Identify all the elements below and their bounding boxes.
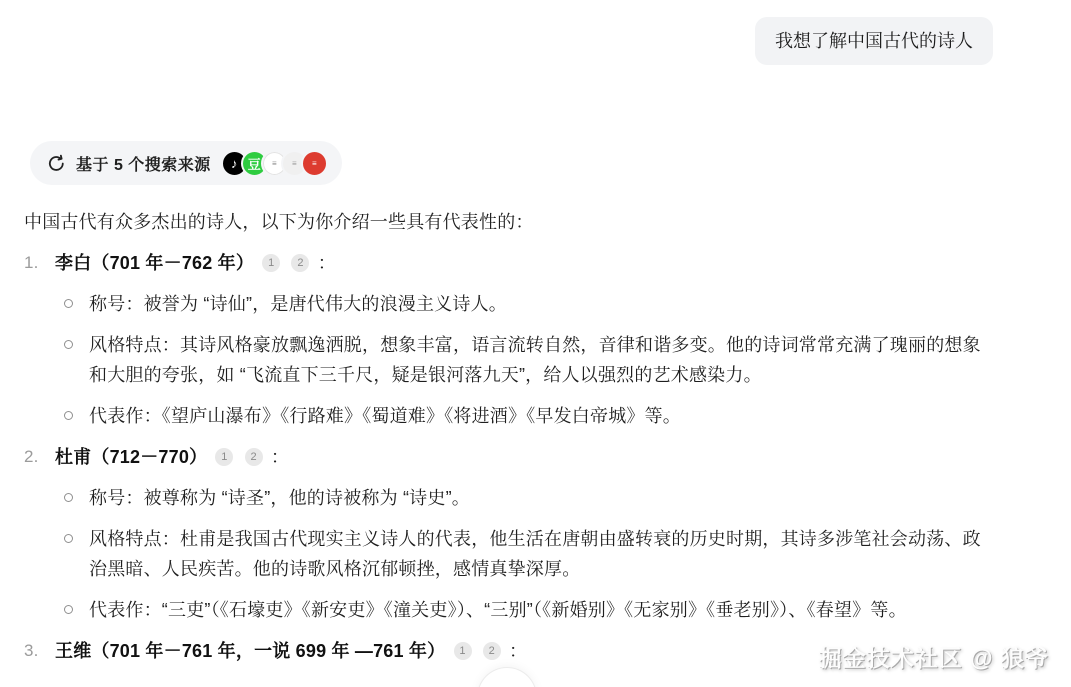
- header-colon: ：: [270, 447, 290, 467]
- poet-header: [55, 636, 1047, 666]
- citation-badge[interactable]: 1: [454, 642, 472, 660]
- bullet-text: 风格特点：杜甫是我国古代现实主义诗人的代表，他生活在唐朝由盛转衰的历史时期，其诗多涉笔社会动荡、政治黑暗、人民疾苦。他的诗歌风格沉郁顿挫，感情真挚深厚。: [89, 529, 981, 579]
- poet-header: [55, 248, 1047, 278]
- bullet-item: [55, 401, 1047, 431]
- assistant-answer: [0, 185, 1071, 666]
- list-item-wangwei: [24, 636, 1047, 666]
- poet-name: 王维（701 年－761 年，一说 699 年 —761 年）: [55, 641, 446, 661]
- gray-source-icon: ≡: [281, 150, 308, 177]
- red-source-icon: ≡: [301, 150, 328, 177]
- white-source-icon: ≡: [261, 150, 288, 177]
- user-message-bubble: [755, 17, 993, 65]
- answer-intro: 中国古代有众多杰出的诗人，以下为你介绍一些具有代表性的：: [24, 212, 534, 232]
- poet-name: 杜甫（712－770）: [55, 447, 208, 467]
- list-item-dufu: [24, 442, 1047, 625]
- bullet-item: [55, 483, 1047, 513]
- citation-badge[interactable]: 1: [215, 448, 233, 466]
- list-item-body: [55, 636, 1047, 666]
- green-source-icon: 豆: [241, 150, 268, 177]
- bullet-text: 代表作：《望庐山瀑布》《行路难》《蜀道难》《将进酒》《早发白帝城》等。: [89, 406, 681, 426]
- poet-name: 李白（701 年－762 年）: [55, 253, 255, 273]
- watermark-text: 掘金技术社区 @ 狼爷: [818, 645, 1049, 671]
- bullet-text: 称号：被尊称为 “诗圣”，他的诗被称为 “诗史”。: [89, 488, 470, 508]
- bullet-text: 称号：被誉为 “诗仙”，是唐代伟大的浪漫主义诗人。: [89, 294, 507, 314]
- bullet-marker-icon: [64, 340, 73, 349]
- bullet-item: [55, 289, 1047, 319]
- bullet-text: 代表作：“三吏”（《石壕吏》《新安吏》《潼关吏》）、“三别”（《新婚别》《无家别》《垂老别》）、《春望》等。: [89, 600, 907, 620]
- bullet-item: [55, 330, 1047, 390]
- header-colon: ：: [508, 641, 528, 661]
- bullet-marker-icon: [64, 299, 73, 308]
- bullet-marker-icon: [64, 534, 73, 543]
- source-icons-group: [221, 150, 328, 177]
- bullet-item: [55, 524, 1047, 584]
- citation-badge[interactable]: 2: [291, 254, 309, 272]
- refresh-icon: [46, 153, 66, 173]
- bullet-marker-icon: [64, 411, 73, 420]
- search-sources-label: 基于 5 个搜索来源: [76, 156, 211, 174]
- bullet-item: [55, 595, 1047, 625]
- douyin-source-icon: ♪: [221, 150, 248, 177]
- citation-badge[interactable]: 1: [262, 254, 280, 272]
- user-message-row: [0, 0, 1071, 65]
- poet-header: [55, 442, 1047, 472]
- bullet-marker-icon: [64, 605, 73, 614]
- list-number: 1.: [24, 253, 39, 272]
- citation-badge[interactable]: 2: [483, 642, 501, 660]
- citation-badge[interactable]: 2: [245, 448, 263, 466]
- list-item-body: [55, 442, 1047, 625]
- list-number: 2.: [24, 447, 39, 466]
- list-item-body: [55, 248, 1047, 431]
- user-message-text: 我想了解中国古代的诗人: [775, 31, 973, 51]
- search-sources-pill[interactable]: [30, 141, 342, 185]
- scroll-to-bottom-button[interactable]: [478, 668, 536, 687]
- list-item-libai: [24, 248, 1047, 431]
- bullet-marker-icon: [64, 493, 73, 502]
- list-number: 3.: [24, 641, 39, 660]
- header-colon: ：: [317, 253, 336, 273]
- bullet-text: 风格特点：其诗风格豪放飘逸洒脱，想象丰富，语言流转自然，音律和谐多变。他的诗词常常充满了瑰丽的想象和大胆的夸张，如 “飞流直下三千尺，疑是银河落九天”，给人以强烈的艺术感染力。: [89, 335, 981, 385]
